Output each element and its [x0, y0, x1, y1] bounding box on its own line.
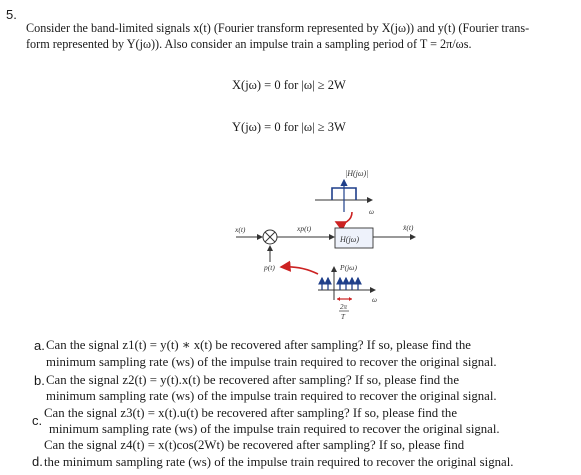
signal-path [234, 223, 415, 272]
h-filter-label: H(jω) [340, 235, 359, 244]
question-c-line-2: minimum sampling rate (ws) of the impulse train required to recover the original signal. [49, 422, 500, 436]
p-omega-label: ω [372, 296, 377, 304]
question-b-label: b. [34, 373, 45, 388]
question-d-line-1: Can the signal z4(t) = x(t)cos(2Wt) be recovered after sampling? If so, please find [44, 438, 465, 452]
question-a-line-1: Can the signal z1(t) = y(t) ∗ x(t) be recovered after sampling? If so, please find the [46, 338, 471, 352]
question-a-line-2: minimum sampling rate (ws) of the impulse train required to recover the original signal. [46, 355, 497, 369]
h-omega-label: ω [369, 208, 374, 216]
h-magnitude-plot [315, 169, 374, 216]
p-spectrum-plot [318, 263, 377, 321]
spacing-denominator: T [341, 313, 345, 321]
question-d-label: d. [32, 454, 43, 469]
question-c-line-1: Can the signal z3(t) = x(t).u(t) be recovered after sampling? If so, please find the [44, 406, 458, 420]
question-a-label: a. [34, 338, 45, 353]
p-spectrum-label: P(jω) [340, 263, 357, 272]
equation-y: Y(jω) = 0 for |ω| ≥ 3W [232, 120, 346, 134]
question-b-line-1: Can the signal z2(t) = y(t).x(t) be recovered after sampling? If so, please find the [46, 373, 460, 387]
question-c-label: c. [32, 413, 43, 428]
intro-line-2: form represented by Y(jω)). Also consider an impulse train a sampling period of T = 2π/ωs. [26, 37, 472, 51]
p-label: p(t) [264, 263, 275, 272]
x-label: x(t) [235, 225, 246, 234]
xhat-label: x̂(t) [403, 223, 414, 232]
xp-label: xp(t) [297, 224, 312, 233]
p-pointer-arrow [281, 267, 318, 274]
question-d-line-2: the minimum sampling rate (ws) of the impulse train required to recover the original signal. [44, 455, 514, 469]
h-magnitude-label: |H(jω)| [345, 169, 369, 178]
question-b-line-2: minimum sampling rate (ws) of the impulse train required to recover the original signal. [46, 389, 497, 403]
problem-number: 5. [6, 7, 17, 22]
equation-x: X(jω) = 0 for |ω| ≥ 2W [232, 78, 346, 92]
intro-line-1: Consider the band-limited signals x(t) (Fourier transform represented by X(jω)) and y(t) (Fourier trans- [26, 21, 530, 35]
h-pointer-arrow [336, 212, 352, 223]
spacing-numerator: 2π [340, 303, 348, 311]
